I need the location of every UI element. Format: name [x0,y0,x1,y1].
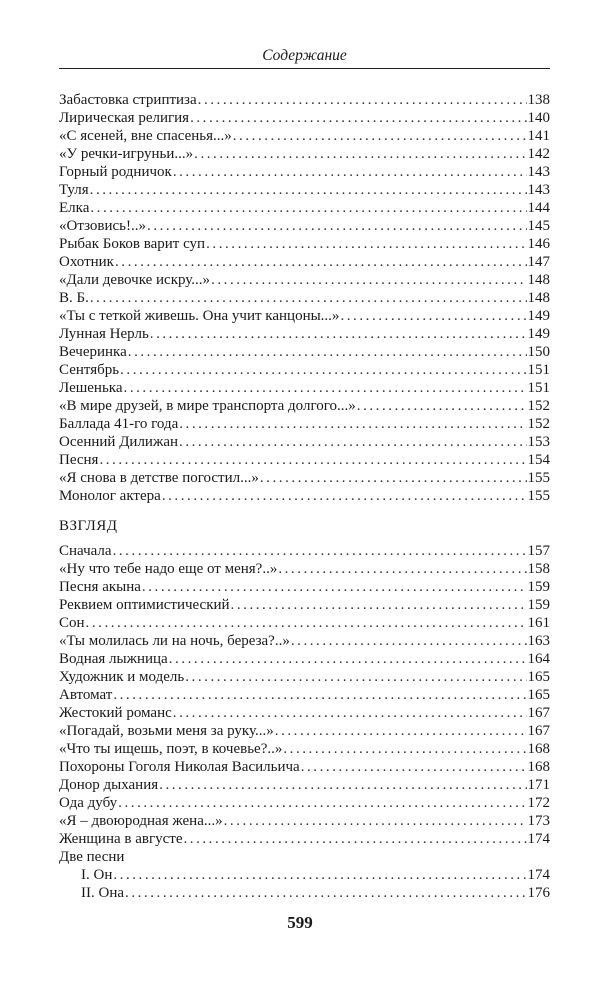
entry-page: 165 [527,687,550,703]
entry-title: «Отзовись!..» [59,218,147,234]
dot-leader [301,758,527,776]
entry-page: 176 [527,885,550,901]
entry-page: 150 [527,344,550,360]
toc-entry [59,145,550,163]
entry-page: 173 [527,813,550,829]
dot-leader [90,199,526,217]
entry-page: 164 [527,651,550,667]
entry-title: Реквием оптимистический [59,597,230,613]
toc-entry [59,199,550,217]
dot-leader [340,307,526,325]
toc-entry [59,794,550,812]
entry-title: Елка [59,200,90,216]
toc-entry [59,379,550,397]
entry-page: 152 [527,398,550,414]
entry-title: «В мире друзей, в мире транспорта долгого...» [59,398,356,414]
entry-title: Песня [59,452,99,468]
toc-entry [59,325,550,343]
toc-entry [59,91,550,109]
entry-page: 151 [527,362,550,378]
entry-page: 145 [527,218,550,234]
toc-entry [59,614,550,632]
entry-page: 155 [527,488,550,504]
toc-entry [59,271,550,289]
entry-page: 168 [527,741,550,757]
toc-entry [59,578,550,596]
toc-entry [59,217,550,235]
entry-page: 161 [527,615,550,631]
entry-page: 143 [527,182,550,198]
entry-title: Сентябрь [59,362,120,378]
toc-entry [59,722,550,740]
entry-page: 148 [527,290,550,306]
toc-entry [59,542,550,560]
dot-leader [159,776,526,794]
dot-leader [185,668,526,686]
dot-leader [194,145,526,163]
dot-leader [231,596,527,614]
entry-page: 163 [527,633,550,649]
toc-entry [59,289,550,307]
entry-title: Ода дубу [59,795,118,811]
toc-entry [59,812,550,830]
entry-title: «У речки-игруньи...» [59,146,194,162]
dot-leader [113,686,526,704]
dot-leader [190,109,526,127]
dot-leader [291,632,527,650]
entry-title: Монолог актера [59,488,161,504]
entry-title: Горный родничок [59,164,172,180]
entry-title: «Я – двоюродная жена...» [59,813,223,829]
entry-title: «Ты с теткой живешь. Она учит канцоны...» [59,308,340,324]
toc-entry [59,686,550,704]
toc-entry [59,866,550,884]
entry-page: 167 [527,705,550,721]
dot-leader [113,542,527,560]
dot-leader [147,217,526,235]
toc-entry [59,776,550,794]
page-number: 599 [287,913,313,932]
toc-entry [59,560,550,578]
entry-title: Осенний Дилижан [59,434,179,450]
entry-title: Донор дыхания [59,777,159,793]
toc-entry [59,740,550,758]
toc-entry [59,181,550,199]
entry-title: Художник и модель [59,669,185,685]
entry-title: Рыбак Боков варит суп [59,236,206,252]
entry-page: 154 [527,452,550,468]
entry-title: Лирическая религия [59,110,190,126]
toc-entry [59,830,550,848]
toc-entry [59,758,550,776]
section-title: ВЗГЛЯД [59,518,118,534]
toc-entry [59,632,550,650]
toc-entry [59,668,550,686]
entry-page: 171 [527,777,550,793]
dot-leader [162,487,527,505]
dot-leader [90,181,527,199]
dot-leader [125,884,526,902]
dot-leader [198,91,527,109]
dot-leader [179,415,526,433]
dot-leader [124,379,527,397]
header-rule [59,68,550,69]
dot-leader [86,614,527,632]
entry-title: «С ясеней, вне спасенья...» [59,128,232,144]
entry-title: Жестокий романс [59,705,172,721]
dot-leader [260,469,527,487]
dot-leader [150,325,527,343]
entry-page: 167 [527,723,550,739]
entry-title: Похороны Гоголя Николая Васильича [59,759,300,775]
entry-page: 174 [527,831,550,847]
entry-title: Лунная Нерль [59,326,149,342]
toc-entry [59,127,550,145]
entry-title: «Что ты ищешь, поэт, в кочевье?..» [59,741,283,757]
entry-page: 158 [527,561,550,577]
toc-list-part2 [59,542,550,902]
entry-page: 159 [527,579,550,595]
dot-leader [283,740,526,758]
entry-title: Песня акына [59,579,141,595]
entry-title: Баллада 41-го года [59,416,179,432]
entry-page: 143 [527,164,550,180]
toc-entry [59,415,550,433]
toc-entry [59,704,550,722]
toc-entry [59,235,550,253]
dot-leader [179,433,526,451]
toc-entry [59,596,550,614]
entry-title: Забастовка стриптиза [59,92,197,108]
entry-page: 140 [527,110,550,126]
entry-page: 141 [527,128,550,144]
entry-page: 155 [527,470,550,486]
toc-entry [59,433,550,451]
entry-title: II. Она [81,885,125,901]
entry-title: Туля [59,182,89,198]
entry-page: 153 [527,434,550,450]
toc-list-part1 [59,91,550,505]
dot-leader [211,271,526,289]
entry-page: 168 [527,759,550,775]
dot-leader [224,812,527,830]
entry-title: Охотник [59,254,114,270]
entry-title: Лешенька [59,380,123,396]
entry-page: 149 [527,308,550,324]
entry-title: «Погадай, возьми меня за руку...» [59,723,274,739]
entry-page: 165 [527,669,550,685]
entry-title: Автомат [59,687,113,703]
dot-leader [99,451,526,469]
toc-entry [59,884,550,902]
dot-leader [113,866,526,884]
dot-leader [275,722,527,740]
dot-leader [128,343,527,361]
toc-entry [59,469,550,487]
entry-title: «Я снова в детстве погостил...» [59,470,259,486]
toc-entry [59,163,550,181]
entry-page: 159 [527,597,550,613]
entry-title: Две песни [59,849,125,865]
toc-entry [59,451,550,469]
dot-leader [173,704,527,722]
toc-entry [59,343,550,361]
entry-page: 148 [527,272,550,288]
toc-entry [59,109,550,127]
entry-page: 147 [527,254,550,270]
entry-page: 157 [527,543,550,559]
entry-title: Водная лыжница [59,651,168,667]
entry-page: 138 [527,92,550,108]
entry-page: 172 [527,795,550,811]
dot-leader [120,361,526,379]
dot-leader [169,650,527,668]
dot-leader [278,560,526,578]
toc-entry [59,253,550,271]
dot-leader [115,253,527,271]
entry-page: 152 [527,416,550,432]
entry-page: 144 [527,200,550,216]
dot-leader [173,163,527,181]
entry-title: Вечеринка [59,344,127,360]
toc-entry [59,487,550,505]
dot-leader [142,578,527,596]
dot-leader [183,830,526,848]
toc-entry [59,307,550,325]
entry-title: «Дали девочке искру...» [59,272,211,288]
toc-entry [59,650,550,668]
entry-page: 142 [527,146,550,162]
dot-leader [206,235,526,253]
entry-title: I. Он [81,867,113,883]
dot-leader [118,794,526,812]
running-header: Содержание [262,47,347,64]
entry-page: 146 [527,236,550,252]
entry-page: 149 [527,326,550,342]
dot-leader [357,397,527,415]
dot-leader [233,127,527,145]
entry-title: «Ну что тебе надо еще от меня?..» [59,561,278,577]
toc-entry [59,397,550,415]
toc-entry [59,848,550,866]
entry-title: Женщина в августе [59,831,183,847]
entry-title: «Ты молилась ли на ночь, береза?..» [59,633,290,649]
entry-page: 151 [527,380,550,396]
entry-title: Сон [59,615,85,631]
toc-entry [59,361,550,379]
entry-title: Сначала [59,543,112,559]
entry-page: 174 [527,867,550,883]
dot-leader [90,289,527,307]
entry-title: В. Б. [59,290,89,306]
